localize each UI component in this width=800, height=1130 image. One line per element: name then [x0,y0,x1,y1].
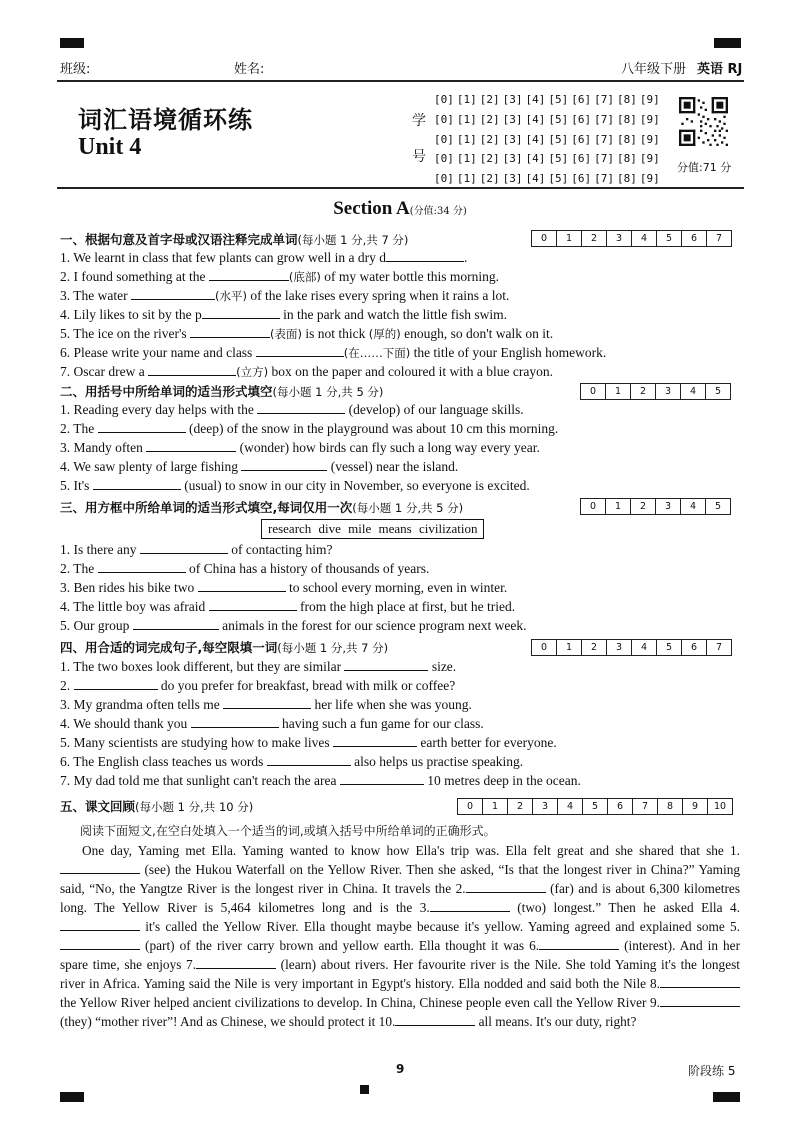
p4-q6: 6. The English class teaches us words also helps us practise speaking. [60,754,524,769]
digit-bubble[interactable]: [7] [594,112,614,126]
answer-blank[interactable] [190,325,270,338]
part4-scorebox[interactable] [531,639,732,656]
digit-bubble[interactable]: [6] [571,93,592,106]
answer-blank[interactable] [209,268,289,281]
part2-heading: 二、用括号中所给单词的适当形式填空(每小题 1 分,共 5 分) [60,384,384,399]
score-cell[interactable]: 0 [458,799,483,814]
p4-q5: 5. Many scientists are studying how to make lives earth better for everyone. [60,735,557,750]
digit-bubble[interactable]: [8] [617,152,637,166]
p1-q5: 5. The ice on the river's (表面) is not thick (厚的) enough, so don't walk on it. [60,326,554,341]
score-cell[interactable]: 1 [483,799,508,814]
passage-blank-10[interactable] [395,1013,475,1026]
part1-heading: 一、根据句意及首字母或汉语注释完成单词(每小题 1 分,共 7 分) [60,232,409,247]
student-id-row[interactable] [434,130,663,150]
answer-blank[interactable] [344,658,428,671]
passage-blank-5[interactable] [60,937,140,950]
answer-blank[interactable] [209,598,297,611]
digit-bubble[interactable]: [2] [479,112,500,126]
digit-bubble[interactable]: [0] [434,112,454,126]
p2-q3: 3. Mandy often (wonder) how birds can fly such a long way every year. [60,440,540,455]
digit-bubble[interactable]: [9] [639,112,660,126]
grade-label: 八年级下册 [621,62,687,77]
part2-scorebox[interactable] [580,383,731,400]
part5-instruction: 阅读下面短文,在空白处填入一个适当的词,或填入括号中所给单词的正确形式。 [80,824,496,838]
digit-bubble[interactable]: [5] [548,112,569,126]
p2-q5: 5. It's (usual) to snow in our city in November, so everyone is excited. [60,478,530,493]
digit-bubble[interactable]: [0] [434,172,454,186]
passage-blank-4[interactable] [60,918,140,931]
score-cell[interactable]: 5 [714,501,722,512]
student-id-row[interactable] [434,169,663,189]
digit-bubble[interactable]: [8] [617,132,637,146]
score-cell[interactable]: 6 [682,640,707,655]
p1-q6: 6. Please write your name and class (在……下面) the title of your English homework. [60,345,607,360]
student-id-row[interactable] [434,110,663,130]
answer-blank[interactable] [202,306,280,319]
digit-bubble[interactable]: [7] [594,152,614,166]
passage-blank-6[interactable] [539,937,619,950]
digit-bubble[interactable]: [9] [639,172,660,186]
student-id-row[interactable] [434,90,663,110]
answer-blank[interactable] [140,541,228,554]
p4-q7: 7. My dad told me that sunlight can't reach the area 10 metres deep in the ocean. [60,773,581,788]
answer-blank[interactable] [131,287,215,300]
digit-bubble[interactable]: [3] [502,112,523,126]
passage-blank-1[interactable] [60,861,140,874]
score-cell[interactable]: 3 [607,231,632,246]
digit-bubble[interactable]: [1] [456,152,477,166]
part5-heading: 五、课文回顾(每小题 1 分,共 10 分) [60,799,254,814]
score-cell[interactable]: 4 [632,231,657,246]
p1-q3: 3. The water (水平) of the lake rises every spring when it rains a lot. [60,288,510,303]
student-id-label-top: 学 [412,113,426,129]
score-cell[interactable]: 5 [583,799,608,814]
class-label: 班级: [60,62,91,77]
digit-bubble[interactable]: [5] [548,93,569,106]
digit-bubble[interactable]: [9] [639,152,660,166]
digit-bubble[interactable]: [5] [548,172,569,186]
digit-bubble[interactable]: [8] [617,172,637,186]
page-title: 词汇语境循环练 [78,105,253,134]
section-heading: Section A [333,198,410,219]
answer-blank[interactable] [146,439,236,452]
digit-bubble[interactable]: [7] [594,93,614,106]
registration-mark-bottom-center [360,1085,369,1094]
digit-bubble[interactable]: [4] [525,93,546,106]
digit-bubble[interactable]: [2] [479,152,500,166]
score-cell[interactable]: 4 [681,384,706,399]
passage-blank-9[interactable] [660,994,740,1007]
name-label: 姓名: [234,62,265,77]
digit-bubble[interactable]: [2] [479,132,500,146]
p1-q4: 4. Lily likes to sit by the p in the park and watch the little fish swim. [60,307,507,322]
p4-q4: 4. We should thank you having such a fun game for our class. [60,716,484,731]
reading-passage: One day, Yaming met Ella. Yaming wanted to know how Ella's trip was. Ella felt great and she shared that she 1. (see) the Hukou Waterfall on the Yellow River. Then she asked, “Is that the longest river in China?” Yaming said, “No, the Yangtze River is the longest river in China. It travels the 2. (far) and is about 6,300 kilometres long. The Yellow River is 5,464 kilometres long and is the 3. (two) longest.” Then he asked Ella 4. it's called the Yellow River. Ella thought maybe because it's yellow. Yaming agreed and explained some 5. (part) of the river carry brown and yellow earth. Ella thought it was 6. (interest). And in her spare time, she enjoys 7. (learn) about rivers. Her favourite river is the Nile. She told Yaming it's the longest river in Africa. Yaming said the Nile is very important in Egypt's history. Ella nodded and said both the Nile 8. the Yellow River helped ancient civilizations to develop. In China, Chinese people even call the Yellow River 9. (they) “mother river”! And as Chinese, we should protect it 10. all means. It's our duty, right? [60,843,741,1029]
score-cell[interactable]: 1 [606,499,631,514]
digit-bubble[interactable]: [8] [617,112,637,126]
digit-bubble[interactable]: [4] [525,112,546,126]
digit-bubble[interactable]: [2] [479,172,500,186]
p2-q1: 1. Reading every day helps with the (develop) of our language skills. [60,402,524,417]
score-cell[interactable]: 0 [581,499,606,514]
score-cell[interactable]: 4 [632,640,657,655]
score-cell[interactable]: 9 [683,799,708,814]
digit-bubble[interactable]: [8] [617,93,637,106]
score-cell[interactable]: 0 [532,640,557,655]
passage-blank-2[interactable] [466,880,546,893]
registration-mark-bottom-right [713,1092,740,1102]
part4-heading: 四、用合适的词完成句子,每空限填一词(每小题 1 分,共 7 分) [60,640,389,655]
score-cell[interactable]: 1 [557,231,582,246]
passage-blank-7[interactable] [196,956,276,969]
registration-mark-bottom-left [60,1092,84,1102]
part1-scorebox[interactable] [531,230,732,247]
qr-code-icon [679,97,728,146]
score-cell[interactable]: 2 [582,231,607,246]
p4-q3: 3. My grandma often tells me her life when she was young. [60,697,472,712]
unit-title: Unit 4 [78,134,142,160]
score-cell[interactable]: 10 [713,801,727,812]
digit-bubble[interactable]: [7] [594,172,614,186]
page-number: 9 [396,1062,405,1076]
score-cell[interactable]: 5 [657,231,682,246]
p3-q1: 1. Is there any of contacting him? [60,542,333,557]
answer-blank[interactable] [386,249,464,262]
digit-bubble[interactable]: [1] [456,93,477,106]
p2-q4: 4. We saw plenty of large fishing (vessel) near the island. [60,459,459,474]
p4-q1: 1. The two boxes look different, but they are similar size. [60,659,457,674]
digit-bubble[interactable]: [4] [525,152,546,166]
digit-bubble[interactable]: [3] [502,172,523,186]
student-id-row[interactable] [434,149,663,169]
answer-blank[interactable] [241,458,327,471]
p1-q2: 2. I found something at the (底部) of my water bottle this morning. [60,269,499,284]
score-cell[interactable]: 6 [608,799,633,814]
score-cell[interactable]: 2 [508,799,533,814]
score-cell[interactable]: 3 [607,640,632,655]
digit-bubble[interactable]: [5] [548,152,569,166]
digit-bubble[interactable]: [5] [548,132,569,146]
score-cell[interactable]: 2 [631,384,656,399]
digit-bubble[interactable]: [4] [525,132,546,146]
answer-blank[interactable] [98,420,186,433]
section-title [0,198,800,220]
registration-mark-top-left [60,38,84,48]
answer-blank[interactable] [198,579,286,592]
answer-blank[interactable] [133,617,219,630]
answer-blank[interactable] [98,560,186,573]
answer-blank[interactable] [333,734,417,747]
answer-blank[interactable] [267,753,351,766]
title-rule [57,187,744,189]
answer-blank[interactable] [223,696,311,709]
p3-q4: 4. The little boy was afraid from the high place at first, but he tried. [60,599,516,614]
answer-blank[interactable] [191,715,279,728]
score-cell[interactable]: 4 [558,799,583,814]
score-cell[interactable]: 3 [533,799,558,814]
part5-scorebox[interactable] [457,798,733,815]
score-cell[interactable]: 2 [582,640,607,655]
answer-blank[interactable] [256,344,344,357]
score-cell[interactable]: 0 [581,384,606,399]
header-rule [57,80,744,82]
digit-bubble[interactable]: [9] [639,132,660,146]
answer-blank[interactable] [257,401,345,414]
p4-q2: 2. do you prefer for breakfast, bread with milk or coffee? [60,678,456,693]
registration-mark-top-right [714,38,741,48]
digit-bubble[interactable]: [4] [525,172,546,186]
digit-bubble[interactable]: [0] [434,93,454,106]
answer-blank[interactable] [340,772,424,785]
score-cell[interactable]: 5 [714,386,722,397]
digit-bubble[interactable]: [1] [456,132,477,146]
digit-bubble[interactable]: [1] [456,172,477,186]
p3-q5: 5. Our group animals in the forest for our science program next week. [60,618,527,633]
digit-bubble[interactable]: [9] [639,93,660,106]
score-cell[interactable]: 3 [656,499,681,514]
part3-scorebox[interactable] [580,498,731,515]
word-bank: research dive mile means civilization [261,519,484,539]
student-id-grid[interactable] [434,90,663,189]
digit-bubble[interactable]: [3] [502,152,523,166]
total-score: 分值:71 分 [677,161,732,174]
p3-q3: 3. Ben rides his bike two to school every morning, even in winter. [60,580,508,595]
section-score: (分值:34 分) [409,206,467,217]
digit-bubble[interactable]: [7] [594,132,614,146]
digit-bubble[interactable]: [3] [502,93,523,106]
score-cell[interactable]: 1 [557,640,582,655]
answer-blank[interactable] [93,477,181,490]
digit-bubble[interactable]: [3] [502,132,523,146]
passage-blank-3[interactable] [430,899,510,912]
student-id-label-bottom: 号 [412,149,426,165]
score-cell[interactable]: 4 [681,499,706,514]
score-cell[interactable]: 8 [658,799,683,814]
score-cell[interactable]: 0 [532,231,557,246]
digit-bubble[interactable]: [2] [479,93,500,106]
answer-blank[interactable] [74,677,158,690]
digit-bubble[interactable]: [1] [456,112,477,126]
p3-q2: 2. The of China has a history of thousands of years. [60,561,430,576]
score-cell[interactable]: 3 [656,384,681,399]
stage-label: 阶段练 5 [688,1064,736,1078]
score-cell[interactable]: 5 [657,640,682,655]
digit-bubble[interactable]: [6] [571,172,592,186]
digit-bubble[interactable]: [6] [571,112,592,126]
p1-q1: 1. We learnt in class that few plants can grow well in a dry d . [60,250,468,265]
answer-blank[interactable] [148,363,236,376]
digit-bubble[interactable]: [6] [571,152,592,166]
digit-bubble[interactable]: [0] [434,132,454,146]
passage-blank-8[interactable] [660,975,740,988]
score-cell[interactable]: 1 [606,384,631,399]
score-cell[interactable]: 7 [715,233,723,244]
score-cell[interactable]: 2 [631,499,656,514]
subject-label: 英语 RJ [697,62,743,77]
digit-bubble[interactable]: [6] [571,132,592,146]
part3-heading: 三、用方框中所给单词的适当形式填空,每词仅用一次(每小题 1 分,共 5 分) [60,500,464,515]
digit-bubble[interactable]: [0] [434,152,454,166]
score-cell[interactable]: 6 [682,231,707,246]
p2-q2: 2. The (deep) of the snow in the playground was about 10 cm this morning. [60,421,559,436]
score-cell[interactable]: 7 [715,642,723,653]
p1-q7: 7. Oscar drew a (立方) box on the paper and coloured it with a blue crayon. [60,364,553,379]
score-cell[interactable]: 7 [633,799,658,814]
